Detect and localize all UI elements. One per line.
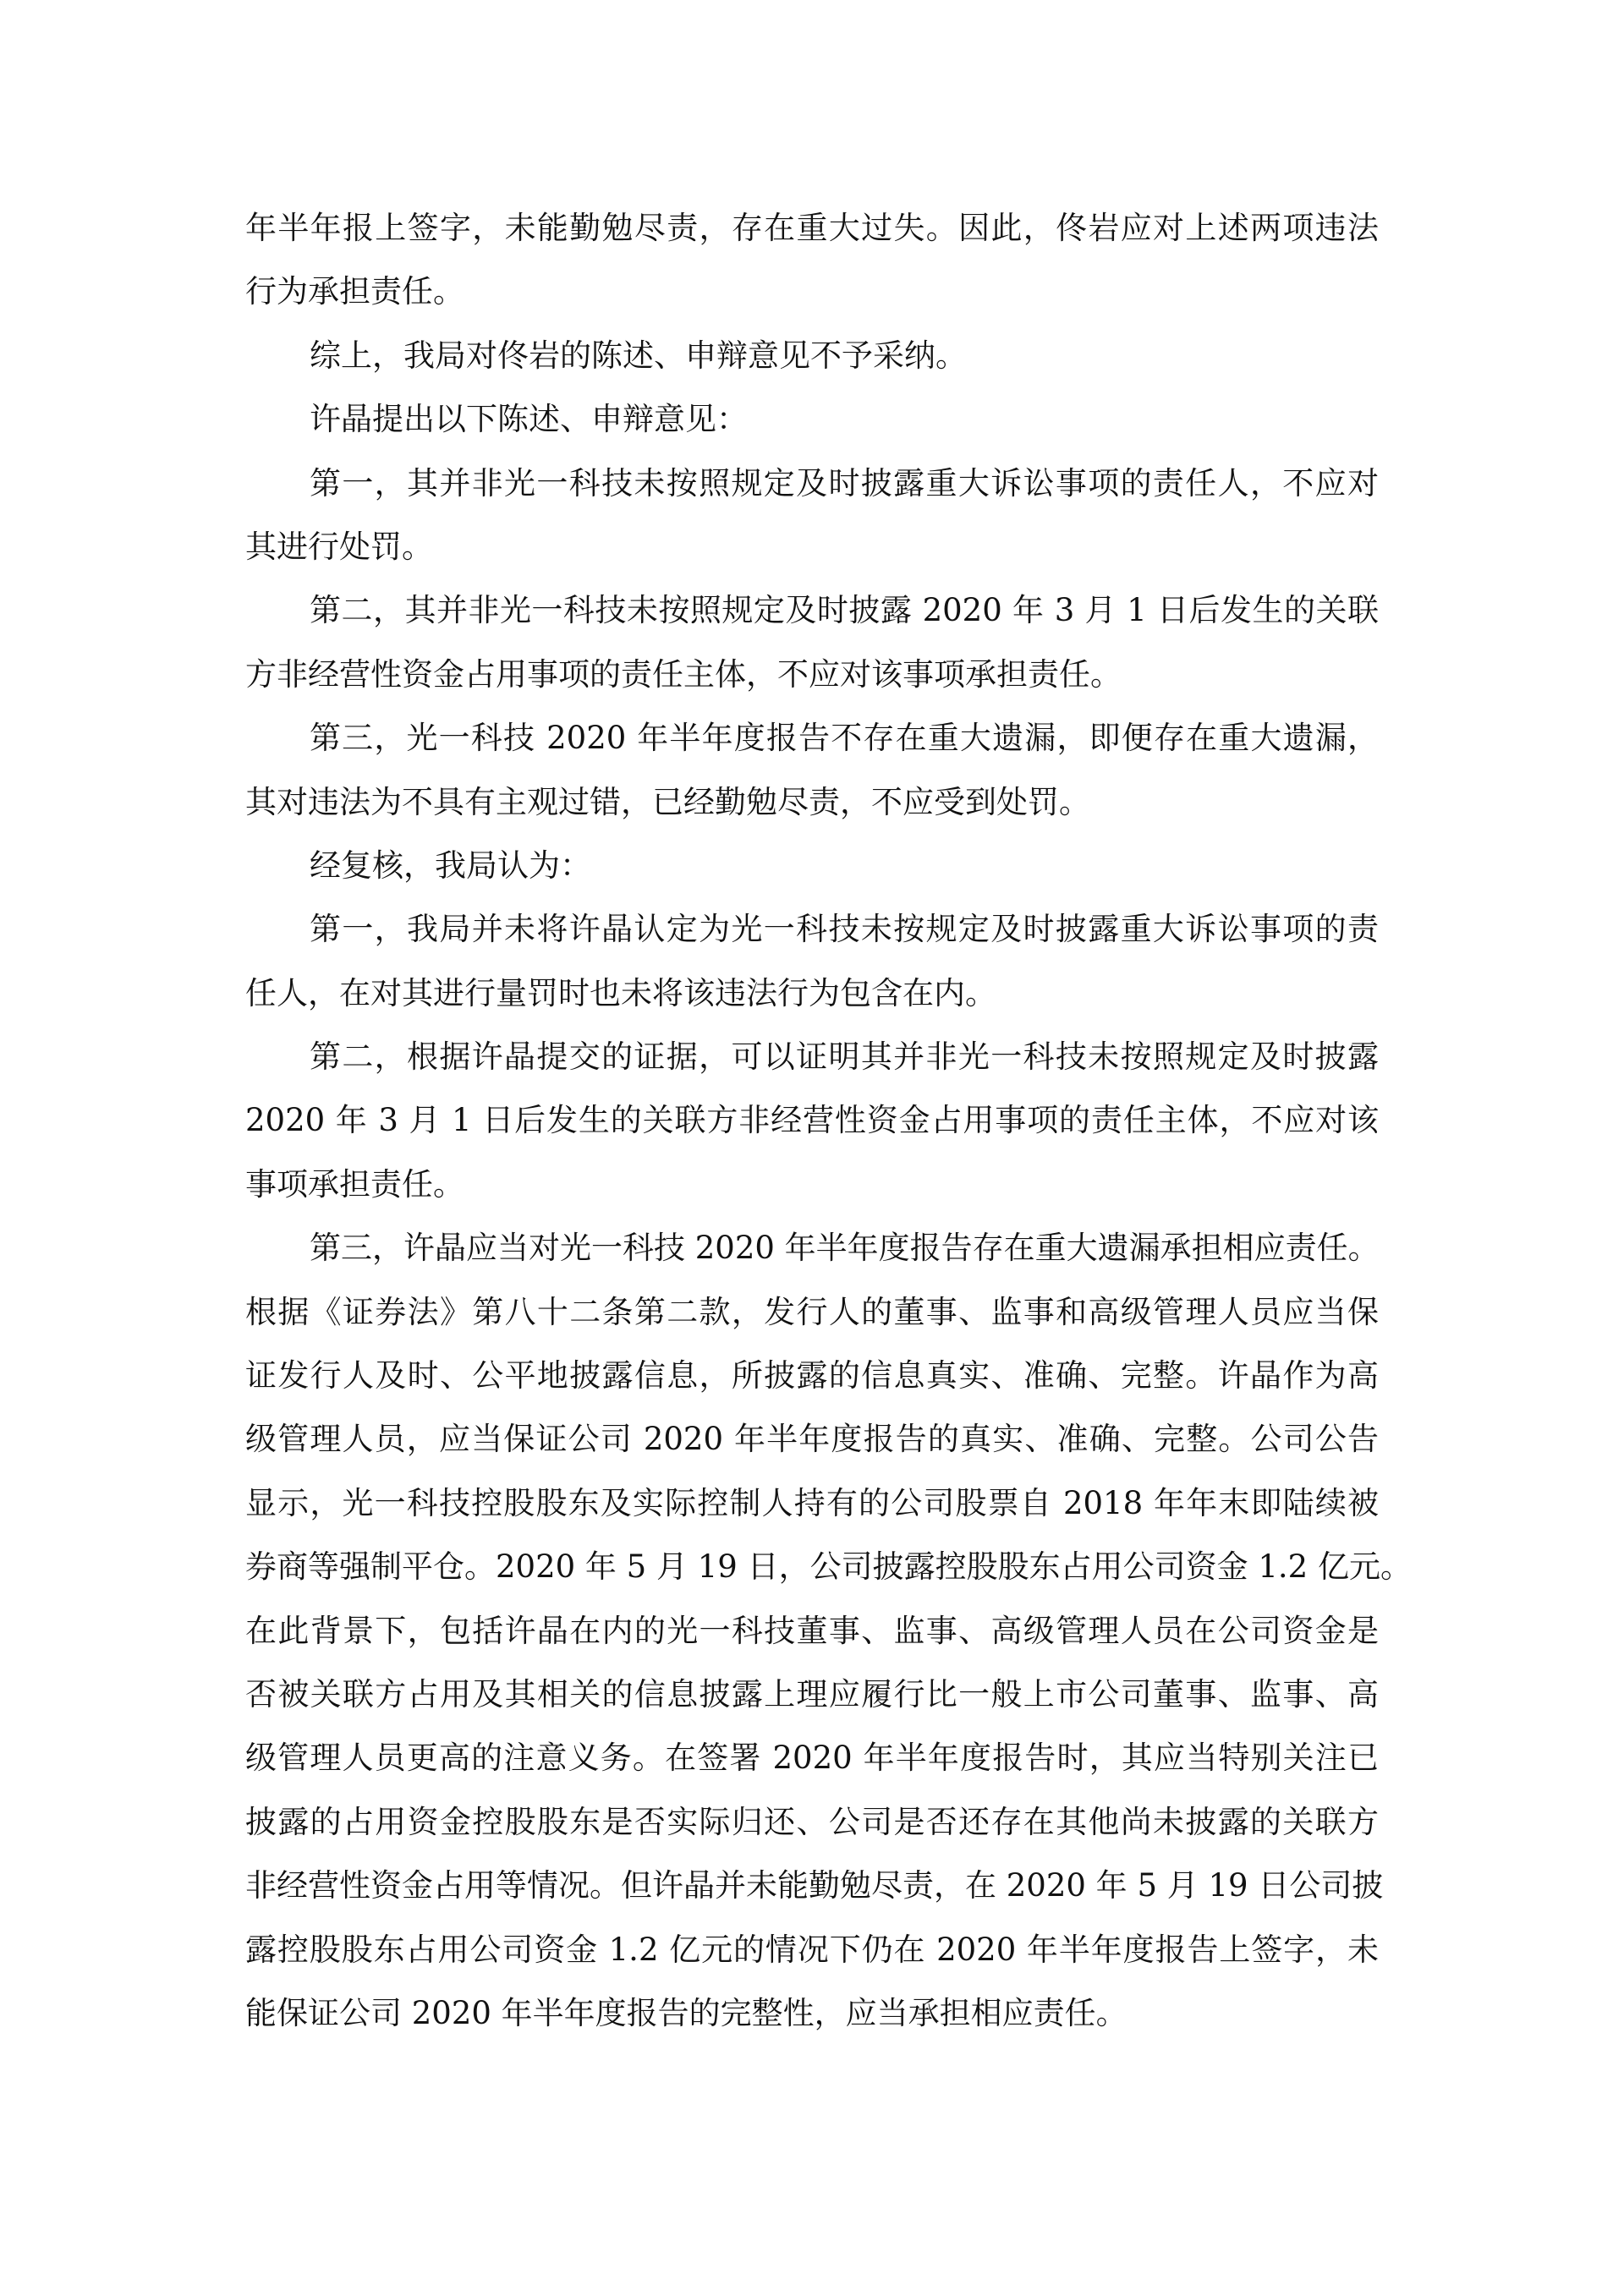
text-line: 其进行处罚。 — [245, 528, 433, 565]
text-line: 经复核，我局认为： — [310, 847, 591, 884]
text-line: 综上，我局对佟岩的陈述、申辩意见不予采纳。 — [310, 337, 967, 374]
text-line: 事项承担责任。 — [245, 1165, 464, 1203]
text-line: 在此背景下，包括许晶在内的光一科技董事、监事、高级管理人员在公司资金是 — [245, 1612, 1379, 1649]
text-line: 第二，根据许晶提交的证据，可以证明其并非光一科技未按照规定及时披露 — [310, 1038, 1379, 1076]
text-line: 能保证公司 2020 年半年度报告的完整性，应当承担相应责任。 — [245, 1994, 1127, 2031]
text-line: 显示，光一科技控股股东及实际控制人持有的公司股票自 2018 年年末即陆续被 — [245, 1484, 1379, 1521]
text-line: 级管理人员更高的注意义务。在签署 2020 年半年度报告时，其应当特别关注已 — [245, 1740, 1379, 1777]
text-line: 露控股股东占用公司资金 1.2 亿元的情况下仍在 2020 年半年度报告上签字，未 — [245, 1931, 1379, 1968]
text-line: 第一，我局并未将许晶认定为光一科技未按规定及时披露重大诉讼事项的责 — [310, 911, 1379, 948]
text-line: 券商等强制平仓。2020 年 5 月 19 日，公司披露控股股东占用公司资金 1.2 亿元。 — [245, 1548, 1412, 1586]
text-line: 许晶提出以下陈述、申辩意见： — [310, 401, 748, 438]
text-line: 披露的占用资金控股股东是否实际归还、公司是否还存在其他尚未披露的关联方 — [245, 1803, 1379, 1840]
text-line: 根据《证券法》第八十二条第二款，发行人的董事、监事和高级管理人员应当保 — [245, 1293, 1379, 1330]
text-line: 证发行人及时、公平地披露信息，所披露的信息真实、准确、完整。许晶作为高 — [245, 1357, 1379, 1395]
text-line: 方非经营性资金占用事项的责任主体，不应对该事项承担责任。 — [245, 655, 1122, 693]
text-line: 第三，光一科技 2020 年半年度报告不存在重大遗漏，即便存在重大遗漏， — [310, 720, 1379, 757]
text-line: 第二，其并非光一科技未按照规定及时披露 2020 年 3 月 1 日后发生的关联 — [310, 592, 1379, 629]
text-line: 行为承担责任。 — [245, 273, 464, 310]
text-line: 第一，其并非光一科技未按照规定及时披露重大诉讼事项的责任人，不应对 — [310, 464, 1379, 501]
text-line: 否被关联方占用及其相关的信息披露上理应履行比一般上市公司董事、监事、高 — [245, 1675, 1379, 1712]
text-line: 级管理人员，应当保证公司 2020 年半年度报告的真实、准确、完整。公司公告 — [245, 1421, 1379, 1458]
text-line: 其对违法为不具有主观过错，已经勤勉尽责，不应受到处罚。 — [245, 783, 1090, 820]
document-body — [245, 196, 1412, 2045]
text-line: 非经营性资金占用等情况。但许晶并未能勤勉尽责，在 2020 年 5 月 19 日公司披 — [245, 1867, 1384, 1904]
text-line: 第三，许晶应当对光一科技 2020 年半年度报告存在重大遗漏承担相应责任。 — [310, 1230, 1380, 1267]
text-line: 2020 年 3 月 1 日后发生的关联方非经营性资金占用事项的责任主体，不应对该 — [245, 1102, 1379, 1139]
text-line: 任人，在对其进行量罚时也未将该违法行为包含在内。 — [245, 974, 996, 1011]
text-line: 年半年报上签字，未能勤勉尽责，存在重大过失。因此，佟岩应对上述两项违法 — [245, 210, 1379, 246]
